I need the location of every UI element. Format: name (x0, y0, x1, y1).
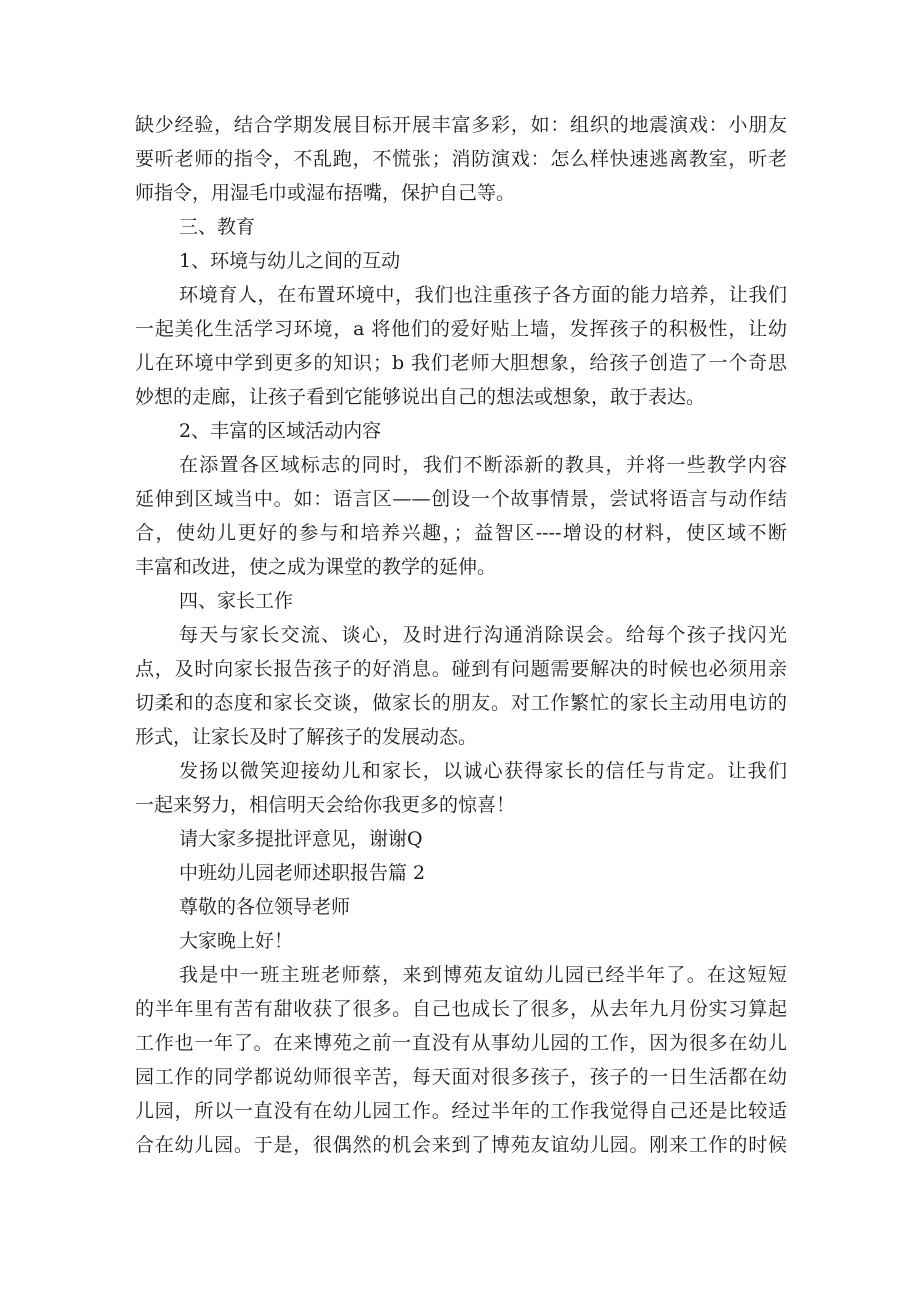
text-line: 师指令，用湿毛巾或湿布捂嘴，保护自己等。 (135, 182, 516, 204)
text-line: 延伸到区域当中。如：语言区——创设一个故事情景，尝试将语言与动作结 (135, 488, 787, 510)
text-line: 儿园，所以一直没有在幼儿园工作。经过半年的工作我觉得自己还是比较适 (135, 1100, 787, 1122)
text-line: 丰富和改进，使之成为课堂的教学的延伸。 (135, 556, 497, 578)
section-heading: 四、家长工作 (179, 590, 294, 612)
subsection-heading: 2、丰富的区域活动内容 (179, 420, 382, 442)
text-line: 一起美化生活学习环境，a 将他们的爱好贴上墙，发挥孩子的积极性，让幼 (135, 318, 787, 340)
text-line: 环境育人，在布置环境中，我们也注重孩子各方面的能力培养，让我们 (179, 284, 787, 306)
text-line: 要听老师的指令，不乱跑，不慌张；消防演戏：怎么样快速逃离教室，听老 (135, 148, 787, 170)
text-line: 合在幼儿园。于是，很偶然的机会来到了博苑友谊幼儿园。刚来工作的时候 (135, 1134, 787, 1156)
text-line: 形式，让家长及时了解孩子的发展动态。 (135, 726, 478, 748)
text-line: 点，及时向家长报告孩子的好消息。碰到有问题需要解决的时候也必须用亲 (135, 658, 787, 680)
text-line: 一起来努力，相信明天会给你我更多的惊喜！ (135, 794, 516, 816)
text-line: 园工作的同学都说幼师很辛苦，每天面对很多孩子，孩子的一日生活都在幼 (135, 1066, 787, 1088)
section-heading: 三、教育 (179, 216, 256, 238)
text-line: 的半年里有苦有甜收获了很多。自己也成长了很多，从去年九月份实习算起 (135, 998, 787, 1020)
text-line: 工作也一年了。在来博苑之前一直没有从事幼儿园的工作，因为很多在幼儿 (135, 1032, 787, 1054)
text-line: 每天与家长交流、谈心，及时进行沟通消除误会。给每个孩子找闪光 (179, 624, 787, 646)
text-line: 请大家多提批评意见，谢谢Q (179, 828, 423, 850)
text-line: 合，使幼儿更好的参与和培养兴趣，；益智区----增设的材料，使区域不断 (135, 522, 787, 544)
text-line: 在添置各区域标志的同时，我们不断添新的教具，并将一些教学内容 (179, 454, 787, 476)
greeting: 大家晚上好！ (179, 930, 294, 952)
article-title: 中班幼儿园老师述职报告篇 2 (179, 862, 426, 884)
text-line: 妙想的走廊，让孩子看到它能够说出自己的想法或想象，敢于表达。 (135, 386, 706, 408)
text-line: 缺少经验，结合学期发展目标开展丰富多彩，如：组织的地震演戏：小朋友 (135, 114, 787, 136)
text-line: 儿在环境中学到更多的知识；b 我们老师大胆想象，给孩子创造了一个奇思 (135, 352, 787, 374)
text-line: 我是中一班主班老师蔡，来到博苑友谊幼儿园已经半年了。在这短短 (179, 964, 787, 986)
salutation: 尊敬的各位领导老师 (179, 896, 351, 918)
text-line: 发扬以微笑迎接幼儿和家长，以诚心获得家长的信任与肯定。让我们 (179, 760, 787, 782)
text-line: 切柔和的态度和家长交谈，做家长的朋友。对工作繁忙的家长主动用电访的 (135, 692, 787, 714)
subsection-heading: 1、环境与幼儿之间的互动 (179, 250, 401, 272)
